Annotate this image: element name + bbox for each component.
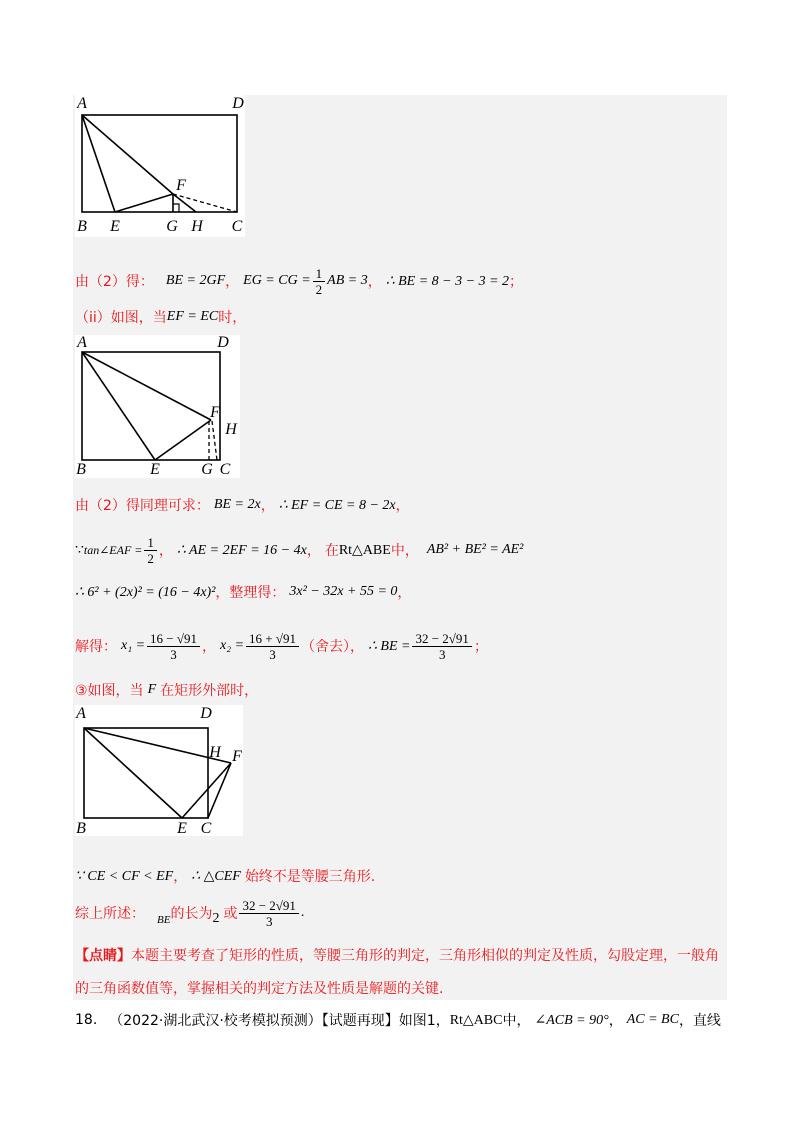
label-H: H xyxy=(225,421,237,438)
solution-line-8 xyxy=(75,866,375,886)
comma: ， xyxy=(608,1013,623,1029)
segment-FC-dashed xyxy=(212,421,217,460)
label-F: F xyxy=(210,404,220,421)
math-quadratic: 3x² − 32x + 55 = 0 xyxy=(289,584,398,599)
segment-EF xyxy=(182,763,231,818)
math-be-result: ∴ BE = 8 − 3 − 3 = 2 xyxy=(385,273,510,289)
solution-line-4 xyxy=(75,534,523,566)
right-angle-mark xyxy=(173,204,179,212)
comment-line-2 xyxy=(75,978,443,998)
label-D: D xyxy=(217,335,229,351)
solution-line-3 xyxy=(75,495,410,515)
segment-AE xyxy=(84,728,182,818)
rectangle-ABCD xyxy=(84,728,208,818)
math-pythagorean: AB² + BE² = AE² xyxy=(426,542,524,557)
fraction-numerator: 1 xyxy=(313,266,326,282)
value-2: 2 xyxy=(212,911,220,926)
fraction-x1 xyxy=(147,631,200,662)
figure-1-diagram xyxy=(75,95,245,237)
label-C: C xyxy=(200,820,212,836)
fraction-denominator: 3 xyxy=(438,646,446,662)
math-ae: ∴ AE = 2EF = 16 − 4x xyxy=(176,542,307,558)
label-B: B xyxy=(76,820,86,836)
comma: ， xyxy=(173,869,188,885)
text-not-isosceles: 始终不是等腰三角形. xyxy=(244,869,376,885)
fraction-denominator: 2 xyxy=(147,550,154,566)
fraction-be xyxy=(412,631,471,662)
fraction-denominator: 2 xyxy=(315,281,323,297)
text-length-is: 的长为 xyxy=(170,906,213,922)
label-C: C xyxy=(219,461,231,478)
fraction-numerator: 32 − 2√91 xyxy=(239,898,298,914)
text-zhong: 中， xyxy=(390,543,419,559)
label-F: F xyxy=(176,177,186,194)
figure-2-diagram xyxy=(75,335,240,478)
math-rt-abe: Rt△ABE xyxy=(338,542,391,558)
line1-lead: 由（2）得： xyxy=(75,274,154,290)
text-summary: 综上所述： xyxy=(75,906,145,922)
math-rt-abc: Rt△ABC xyxy=(449,1012,503,1028)
case-3-lead: ③如图，当 xyxy=(75,683,144,699)
math-equation: ∴ 6² + (2x)² = (16 − 4x)² xyxy=(75,584,216,600)
comment-text: 的三角函数值等，掌握相关的判定方法及性质是解题的关键. xyxy=(75,981,444,997)
solution-line-2 xyxy=(75,307,246,327)
math-inequality: ∵ CE < CF < EF xyxy=(75,868,174,884)
solution-line-7 xyxy=(75,680,258,700)
comma: ， xyxy=(225,274,240,290)
math-x2: x₂ = xyxy=(220,638,245,653)
comma: ， xyxy=(158,543,173,559)
math-ef-ce: ∴ EF = CE = 8 − 2x xyxy=(278,497,396,513)
semicolon: ； xyxy=(473,639,488,655)
fraction-denominator: 3 xyxy=(170,646,177,662)
fraction-numerator: 32 − 2√91 xyxy=(412,631,471,647)
question-18-line xyxy=(75,1010,721,1030)
label-C: C xyxy=(231,218,243,235)
math-tan-eaf: tan∠EAF = xyxy=(83,542,143,557)
text-zai: 在 xyxy=(324,543,339,559)
comma: ， xyxy=(202,639,216,655)
fraction-be-answer xyxy=(239,898,298,929)
question-source: （2022·湖北武汉·校考模拟预测）【试题再现】如图1， xyxy=(109,1013,450,1029)
math-be-2gf: BE = 2GF xyxy=(165,273,226,288)
segment-CF xyxy=(208,763,231,818)
segment-FC-dashed xyxy=(173,194,237,212)
segment-AF xyxy=(82,352,211,420)
math-ab-3: AB = 3 xyxy=(327,273,368,288)
math-x1: x₁ = xyxy=(121,638,146,653)
comma: ， xyxy=(367,274,382,290)
comment-tag: 【点睛】 xyxy=(75,948,131,964)
because-symbol: ∵ xyxy=(75,542,84,558)
fraction-x2 xyxy=(246,631,299,662)
math-be: BE xyxy=(157,914,171,926)
label-D: D xyxy=(232,95,244,112)
label-A: A xyxy=(77,95,87,112)
math-be-equals: ∴ BE = xyxy=(368,638,411,654)
case-ii-tail: 时， xyxy=(218,310,247,326)
comment-text: 本题主要考查了矩形的性质，等腰三角形的判定，三角形相似的判定及性质，勾股定理，一般角 xyxy=(131,948,719,964)
label-H: H xyxy=(191,218,203,235)
segment-EF xyxy=(115,194,173,212)
figure-3-diagram xyxy=(75,705,243,836)
comma: ， xyxy=(306,543,321,559)
text-or: 或 xyxy=(223,906,238,922)
text-line: ，直线 xyxy=(678,1013,721,1029)
semicolon: ； xyxy=(509,274,524,290)
segment-EF xyxy=(155,420,211,460)
label-E: E xyxy=(177,820,187,836)
segment-FH xyxy=(173,194,196,212)
label-B: B xyxy=(76,461,86,478)
case-ii-lead: （ii）如图，当 xyxy=(75,310,167,326)
label-A: A xyxy=(76,705,86,722)
comma: ， xyxy=(260,498,275,514)
solution-line-9 xyxy=(75,895,304,931)
label-G: G xyxy=(201,461,213,478)
math-angle-acb: ∠ACB = 90° xyxy=(534,1012,609,1028)
text-solve: 解得： xyxy=(75,639,117,655)
label-E: E xyxy=(150,461,160,478)
math-f: F xyxy=(147,682,157,697)
math-ac-bc: AC = BC xyxy=(626,1012,679,1027)
case-3-tail: 在矩形外部时， xyxy=(160,683,259,699)
line3-lead: 由（2）得同理可求： xyxy=(75,498,210,514)
segment-AE xyxy=(82,352,155,460)
fraction-numerator: 16 − √91 xyxy=(147,631,200,647)
text-reject: （舍去）， xyxy=(301,639,364,655)
math-be-2x: BE = 2x xyxy=(213,497,261,512)
fraction-numerator: 1 xyxy=(144,535,157,551)
fraction-denominator: 3 xyxy=(265,913,273,929)
question-number: 18. xyxy=(75,1012,98,1028)
label-B: B xyxy=(77,218,87,235)
label-D: D xyxy=(200,705,212,722)
comma: ， xyxy=(397,585,412,601)
solution-line-5 xyxy=(75,580,411,604)
fraction-one-half xyxy=(313,266,326,297)
label-H: H xyxy=(209,744,221,761)
fraction-numerator: 16 + √91 xyxy=(246,631,299,647)
math-ef-ec: EF = EC xyxy=(166,309,219,324)
label-G: G xyxy=(166,218,178,235)
comment-line-1 xyxy=(75,945,719,965)
fraction-denominator: 3 xyxy=(269,646,276,662)
comma: ， xyxy=(395,498,410,514)
label-F: F xyxy=(232,748,242,765)
rectangle-ABCD xyxy=(82,352,220,460)
solution-line-6 xyxy=(75,628,488,664)
text-simplify: ，整理得： xyxy=(215,585,286,601)
label-E: E xyxy=(110,218,120,235)
text-zhong: 中， xyxy=(502,1013,531,1029)
fraction-one-half xyxy=(144,535,157,566)
solution-line-1 xyxy=(75,263,523,299)
math-triangle-cef: ∴ △CEF xyxy=(191,868,241,884)
period: . xyxy=(300,905,305,920)
math-eg-cg: EG = CG = xyxy=(243,273,311,288)
label-A: A xyxy=(77,335,87,351)
